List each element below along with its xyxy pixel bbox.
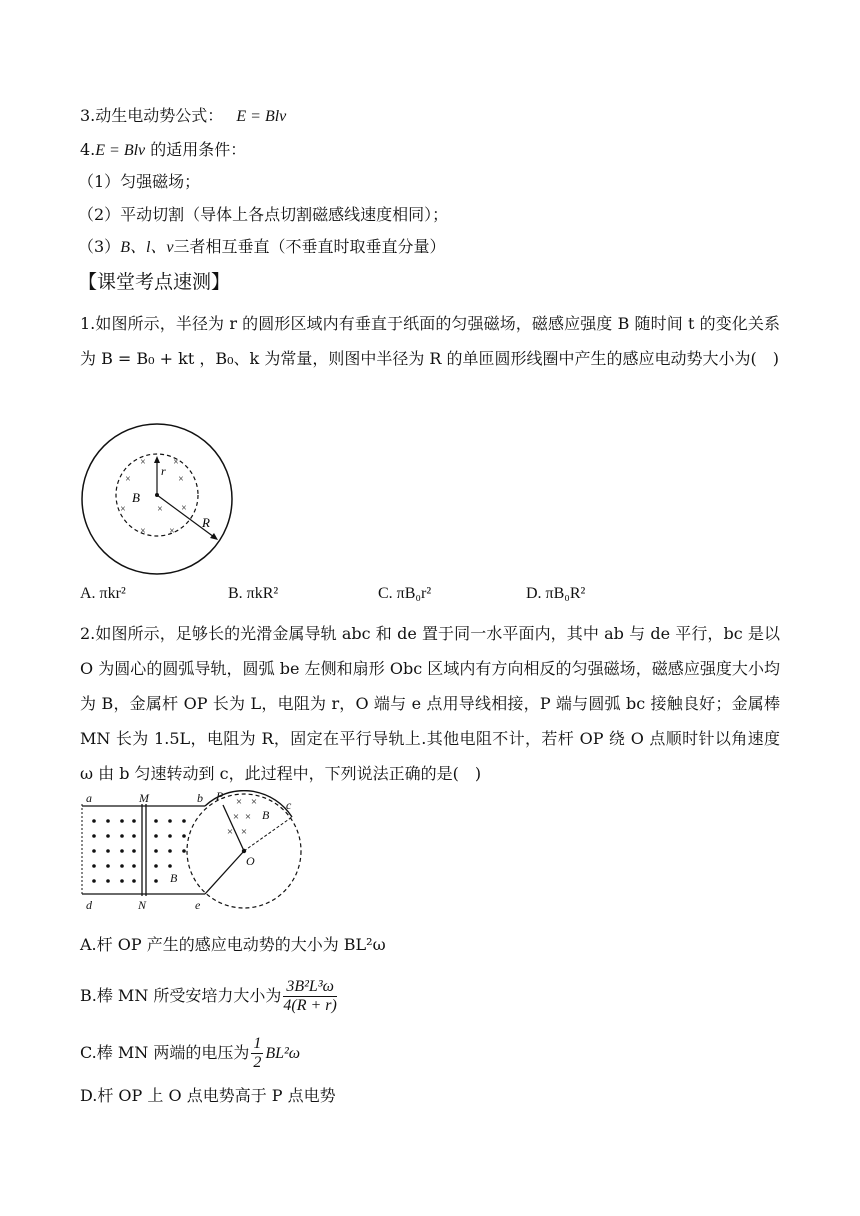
item-4-text: 的适用条件：: [150, 140, 247, 159]
svg-text:×: ×: [181, 503, 187, 514]
fig2-label-b: b: [197, 791, 203, 805]
condition-3: [78, 237, 446, 258]
fig2-label-N: N: [138, 898, 147, 912]
fig2-label-M: M: [139, 791, 149, 805]
q2-option-b: [80, 976, 339, 1016]
question-2-figure: [80, 790, 320, 915]
q2-option-a: A.杆 OP 产生的感应电动势的大小为 BL²ω: [80, 935, 386, 954]
q2-option-b-fraction: [283, 978, 336, 1015]
q1-option-a: A. πkr²: [80, 585, 126, 602]
q2-option-b-prefix: B.棒 MN 所受安培力大小为: [80, 986, 282, 1005]
q2-option-c-denominator: 2: [253, 1054, 262, 1071]
item-3-formula: E = Blv: [236, 108, 287, 125]
svg-text:×: ×: [226, 826, 234, 838]
fig2-label-O: O: [246, 854, 255, 868]
item-4-line: [80, 140, 246, 161]
q2-option-c-fraction: [251, 1035, 263, 1072]
q2-option-c-prefix: C.棒 MN 两端的电压为: [80, 1043, 250, 1062]
fig2-label-c: c: [286, 798, 292, 812]
svg-text:×: ×: [232, 811, 240, 823]
question-2-text: 2.如图所示，足够长的光滑金属导轨 abc 和 de 置于同一水平面内，其中 ab 与 de 平行，bc 是以 O 为圆心的圆弧导轨，圆弧 be 左侧和扇形 Obc 区域内有方向相反的匀强磁场，磁感应强度大小均为 B，金属杆 OP 长为 L，电阻为 r，O 端与 e 点用导线相接，P 端与圆弧 bc 接触良好；金属棒 MN 长为 1.5L，电阻为 R，固定在平行导轨上.其他电阻不计，若杆 OP 绕 O 点顺时针以角速度 ω 由 b 匀速转动到 c，此过程中，下列说法正确的是( ): [80, 624, 780, 783]
q2-option-b-denominator: 4(R + r): [283, 997, 337, 1014]
fig1-label-B: B: [132, 490, 140, 505]
svg-text:×: ×: [120, 504, 126, 515]
section-title: 【课堂考点速测】: [78, 271, 231, 293]
item-4-formula: E = Blv: [95, 142, 146, 159]
svg-text:×: ×: [178, 474, 184, 485]
q1-option-c: C. πB₀r²: [378, 585, 432, 602]
q2-option-b-numerator: 3B²L³ω: [283, 978, 336, 997]
condition-3-text: 三者相互垂直（不垂直时取垂直分量）: [173, 237, 446, 256]
q1-option-b: B. πkR²: [228, 585, 279, 602]
condition-2: （2）平动切割（导体上各点切割磁感线速度相同）；: [78, 205, 449, 224]
fig2-label-B-sector: B: [262, 808, 270, 822]
svg-text:×: ×: [240, 826, 248, 838]
condition-3-prefix: （3）: [78, 237, 121, 256]
q2-option-c-suffix: BL²ω: [265, 1045, 301, 1062]
question-1-figure: [80, 422, 240, 577]
item-3-line: [80, 106, 286, 127]
fig2-label-a: a: [86, 791, 92, 805]
svg-text:×: ×: [235, 796, 243, 808]
svg-text:×: ×: [244, 811, 252, 823]
svg-text:×: ×: [140, 457, 146, 468]
svg-text:×: ×: [173, 457, 179, 468]
question-1-text: 1.如图所示，半径为 r 的圆形区域内有垂直于纸面的匀强磁场，磁感应强度 B 随时间 t 的变化关系为 B = B₀ + kt ，B₀、k 为常量，则图中半径为 R 的单匝圆形线圈中产生的感应电动势大小为( ): [80, 314, 780, 368]
q2-option-c-numerator: 1: [253, 1035, 262, 1052]
item-3-label: 3.动生电动势公式：: [80, 106, 224, 125]
fig2-label-e: e: [195, 898, 201, 912]
svg-text:×: ×: [157, 504, 163, 515]
fig2-label-B-rails: B: [170, 871, 178, 885]
svg-text:×: ×: [125, 474, 131, 485]
fig2-label-d: d: [86, 898, 92, 912]
item-4-number: 4.: [80, 140, 96, 159]
svg-text:×: ×: [250, 796, 258, 808]
q2-option-d: D.杆 OP 上 O 点电势高于 P 点电势: [80, 1086, 336, 1105]
svg-text:×: ×: [140, 526, 146, 537]
q1-option-d: D. πB₀R²: [526, 585, 586, 602]
svg-text:×: ×: [169, 526, 175, 537]
condition-3-vars: B、l、v: [120, 239, 174, 256]
fig2-label-P: P: [216, 790, 224, 803]
fig1-label-r: r: [161, 464, 166, 478]
q2-option-c: [80, 1033, 300, 1074]
fig1-label-R: R: [202, 515, 210, 530]
condition-1: （1）匀强磁场；: [78, 172, 201, 191]
